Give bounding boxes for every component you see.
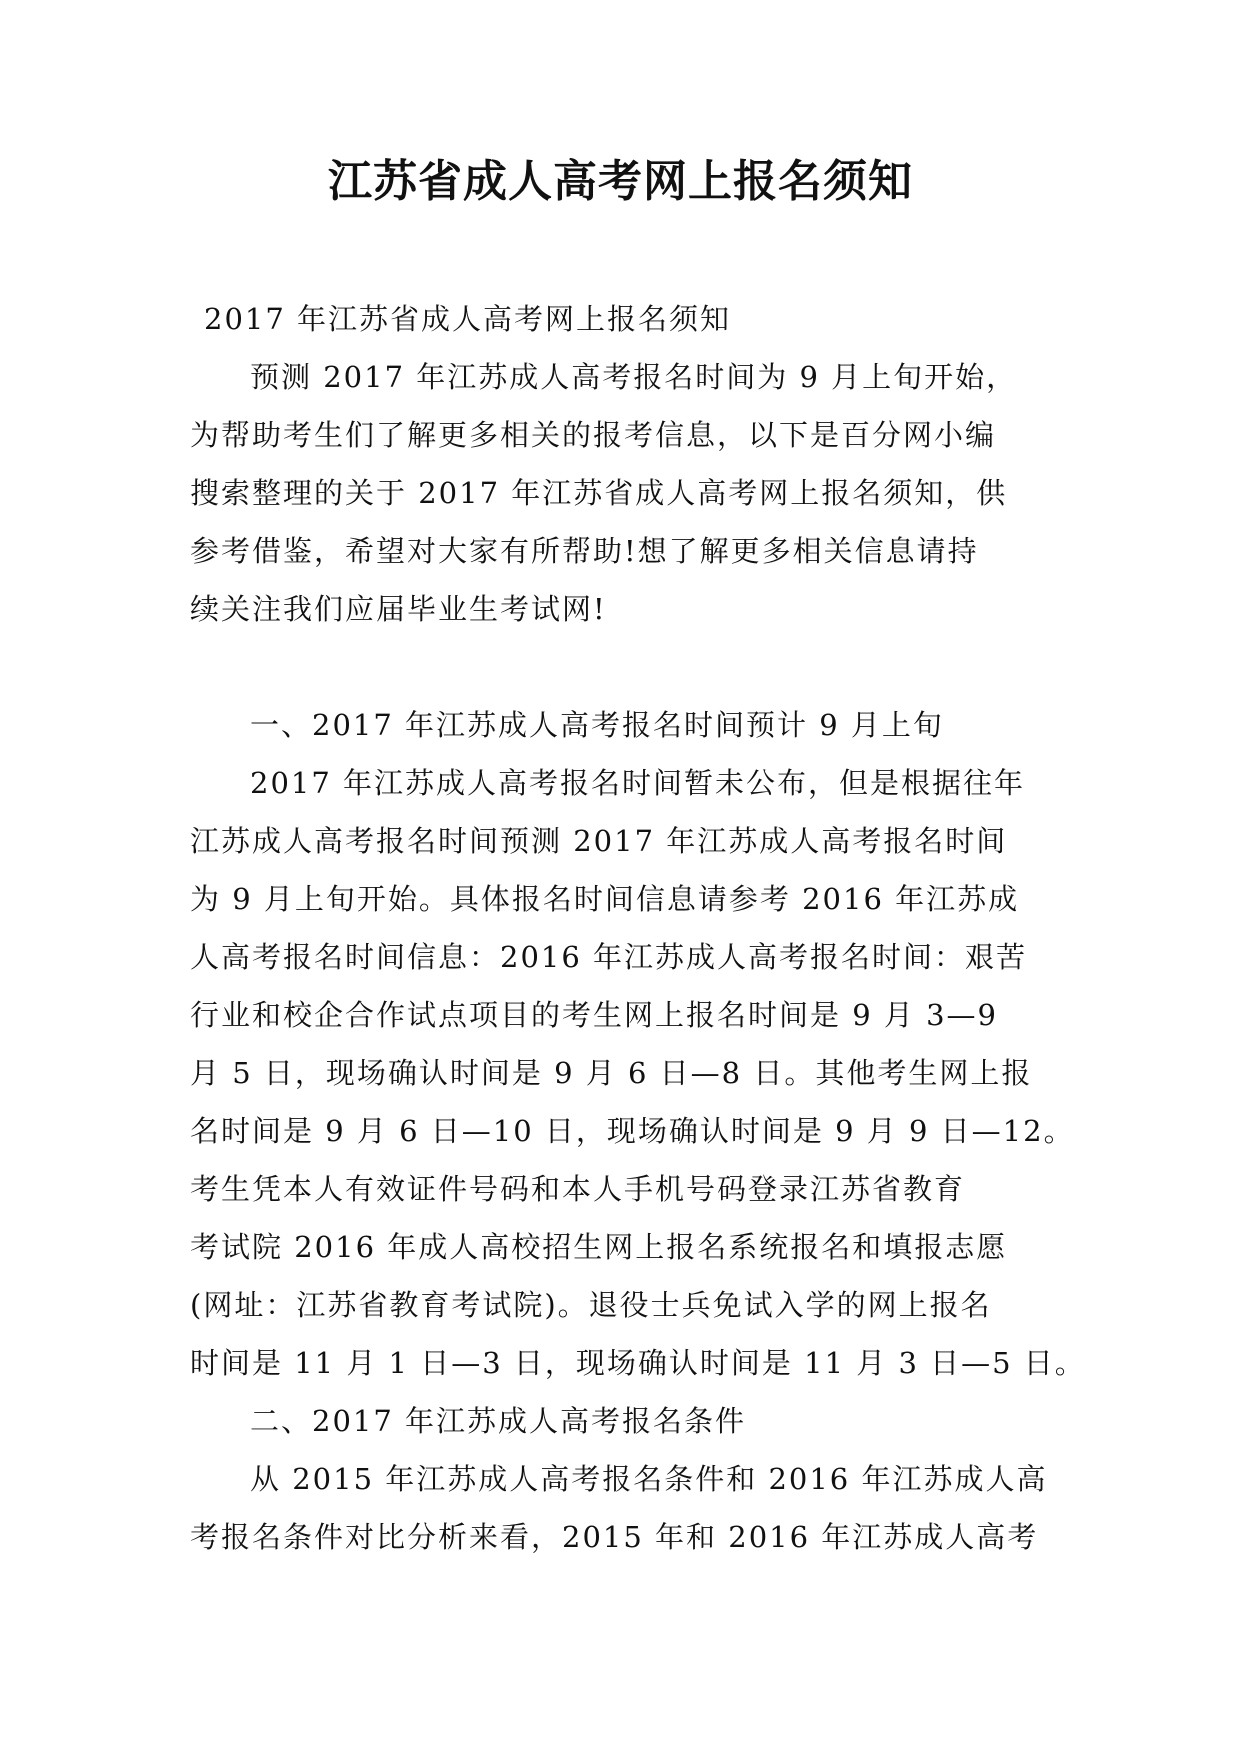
paragraph-line: 时间是 11 月 1 日—3 日，现场确认时间是 11 月 3 日—5 日。 [190, 1346, 1086, 1380]
blank-line [190, 638, 1070, 696]
paragraph-line: 从 2015 年江苏成人高考报名条件和 2016 年江苏成人高 [250, 1462, 1048, 1496]
paragraph-line: 江苏成人高考报名时间预测 2017 年江苏成人高考报名时间 [190, 824, 1008, 858]
paragraph-line: 2017 年江苏成人高考报名时间暂未公布，但是根据往年 [250, 766, 1026, 800]
paragraph-line: 搜索整理的关于 2017 年江苏省成人高考网上报名须知，供 [190, 476, 1008, 510]
subtitle-line: 2017 年江苏省成人高考网上报名须知 [204, 302, 732, 336]
paragraph-line: 月 5 日，现场确认时间是 9 月 6 日—8 日。其他考生网上报 [190, 1056, 1033, 1090]
paragraph-line: 名时间是 9 月 6 日—10 日，现场确认时间是 9 月 9 日—12。 [190, 1114, 1075, 1148]
paragraph-line: 考生凭本人有效证件号码和本人手机号码登录江苏省教育 [190, 1172, 966, 1206]
document-body [190, 290, 1086, 1566]
paragraph-line: (网址：江苏省教育考试院)。退役士兵免试入学的网上报名 [190, 1288, 992, 1322]
paragraph-line: 为帮助考生们了解更多相关的报考信息，以下是百分网小编 [190, 418, 997, 452]
paragraph-line: 人高考报名时间信息：2016 年江苏成人高考报名时间：艰苦 [190, 940, 1028, 974]
paragraph-line: 预测 2017 年江苏成人高考报名时间为 9 月上旬开始， [250, 360, 1018, 394]
section-heading-2: 二、2017 年江苏成人高考报名条件 [250, 1404, 747, 1438]
paragraph-line: 行业和校企合作试点项目的考生网上报名时间是 9 月 3—9 [190, 998, 999, 1032]
paragraph-line: 续关注我们应届毕业生考试网! [190, 592, 607, 626]
paragraph-line: 为 9 月上旬开始。具体报名时间信息请参考 2016 年江苏成 [190, 882, 1020, 916]
paragraph-line: 参考借鉴，希望对大家有所帮助!想了解更多相关信息请持 [190, 534, 979, 568]
document-title: 江苏省成人高考网上报名须知 [328, 156, 913, 207]
paragraph-line: 考试院 2016 年成人高校招生网上报名系统报名和填报志愿 [190, 1230, 1008, 1264]
paragraph-line: 考报名条件对比分析来看，2015 年和 2016 年江苏成人高考 [190, 1520, 1039, 1554]
section-heading-1: 一、2017 年江苏成人高考报名时间预计 9 月上旬 [250, 708, 944, 742]
